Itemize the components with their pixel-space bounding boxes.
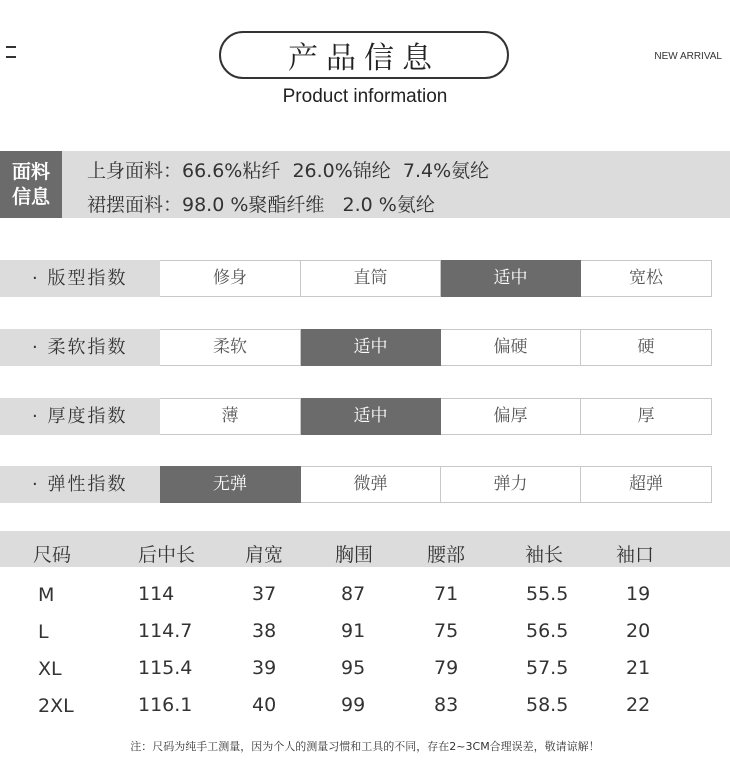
waist-cell: 79: [434, 657, 459, 679]
elasticity-option-super: 超弹: [581, 466, 712, 503]
sleeve-length-cell: 57.5: [526, 657, 569, 679]
cuff-cell: 19: [626, 583, 651, 605]
fit-option-regular: 适中: [441, 260, 581, 297]
sleeve-length-cell: 58.5: [526, 694, 569, 716]
sleeve-length-cell: 56.5: [526, 620, 569, 642]
thickness-option-thickish: 偏厚: [441, 398, 581, 435]
shoulder-cell: 40: [252, 694, 277, 716]
size-cell: XL: [38, 658, 62, 680]
back-length-cell: 115.4: [138, 657, 193, 679]
waist-cell: 71: [434, 583, 459, 605]
col-header-waist: 腰部: [427, 544, 466, 566]
measurement-note: 注：尺码为纯手工测量，因为个人的测量习惯和工具的不同，存在2~3CM合理误差，敬请谅解！: [130, 740, 600, 753]
fabric-info-panel: [0, 151, 730, 218]
fit-index-row: [0, 260, 712, 297]
title-pill: [219, 31, 509, 79]
back-length-cell: 114.7: [138, 620, 193, 642]
chest-cell: 87: [341, 583, 366, 605]
fabric-skirt-composition: 裙摆面料：98.0 %聚酯纤维 2.0 %氨纶: [87, 194, 435, 216]
fabric-label-line2: 信息: [11, 185, 50, 208]
col-header-shoulder: 肩宽: [245, 544, 284, 566]
size-table-header: [0, 531, 730, 567]
col-header-back-length: 后中长: [138, 544, 196, 566]
shoulder-cell: 37: [252, 583, 277, 605]
cuff-cell: 20: [626, 620, 651, 642]
waist-cell: 75: [434, 620, 459, 642]
back-length-cell: 114: [138, 583, 175, 605]
elasticity-option-none: 无弹: [160, 466, 301, 503]
new-arrival-badge: NEW ARRIVAL: [654, 51, 722, 62]
softness-index-row: [0, 329, 712, 366]
fit-index-label: · 版型指数: [0, 260, 160, 297]
softness-index-label: · 柔软指数: [0, 329, 160, 366]
size-cell: L: [38, 621, 49, 643]
fabric-top-composition: 上身面料：66.6%粘纤 26.0%锦纶 7.4%氨纶: [87, 160, 490, 182]
page-title: 产品信息: [288, 41, 440, 76]
col-header-sleeve-length: 袖长: [525, 544, 564, 566]
chest-cell: 95: [341, 657, 366, 679]
thickness-option-medium: 适中: [301, 398, 441, 435]
fabric-info-label: [0, 151, 62, 218]
thickness-option-thick: 厚: [581, 398, 712, 435]
cuff-cell: 21: [626, 657, 651, 679]
softness-option-stiff: 硬: [581, 329, 712, 366]
back-length-cell: 116.1: [138, 694, 193, 716]
size-cell: 2XL: [38, 695, 74, 717]
elasticity-option-slight: 微弹: [301, 466, 441, 503]
chest-cell: 99: [341, 694, 366, 716]
thickness-index-row: [0, 398, 712, 435]
sleeve-length-cell: 55.5: [526, 583, 569, 605]
softness-option-medium: 适中: [301, 329, 441, 366]
fit-option-slim: 修身: [160, 260, 301, 297]
cuff-cell: 22: [626, 694, 651, 716]
col-header-size: 尺码: [33, 544, 72, 566]
softness-option-stiffish: 偏硬: [441, 329, 581, 366]
elasticity-option-stretch: 弹力: [441, 466, 581, 503]
fit-option-straight: 直筒: [301, 260, 441, 297]
chest-cell: 91: [341, 620, 366, 642]
thickness-index-label: · 厚度指数: [0, 398, 160, 435]
softness-option-soft: 柔软: [160, 329, 301, 366]
elasticity-index-label: · 弹性指数: [0, 466, 160, 503]
shoulder-cell: 38: [252, 620, 277, 642]
shoulder-cell: 39: [252, 657, 277, 679]
col-header-chest: 胸围: [335, 544, 374, 566]
page-subtitle: Product information: [282, 86, 448, 107]
size-cell: M: [38, 584, 55, 606]
fit-option-loose: 宽松: [581, 260, 712, 297]
thickness-option-thin: 薄: [160, 398, 301, 435]
col-header-cuff: 袖口: [616, 544, 655, 566]
waist-cell: 83: [434, 694, 459, 716]
elasticity-index-row: [0, 466, 712, 503]
menu-icon: [6, 46, 16, 58]
fabric-label-line1: 面料: [11, 160, 50, 183]
